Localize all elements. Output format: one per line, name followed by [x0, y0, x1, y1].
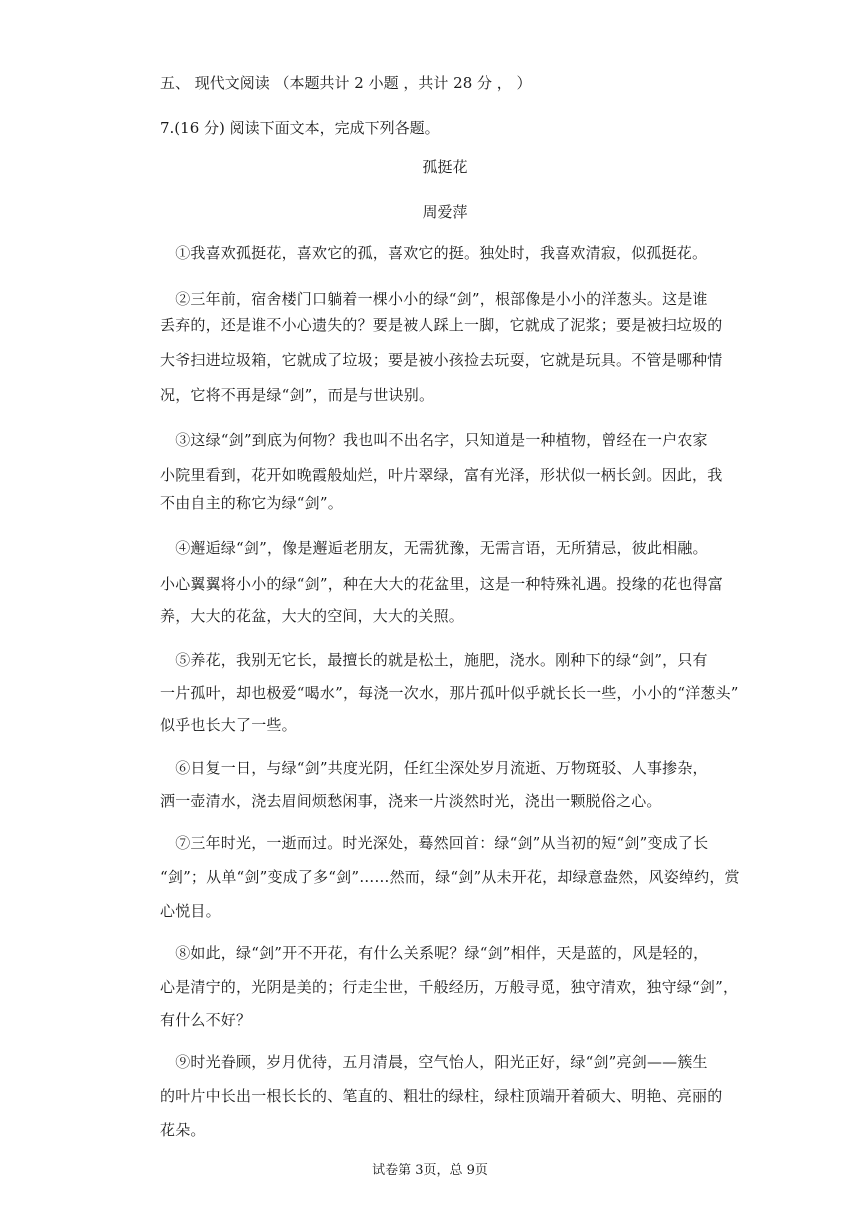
question-label: 7.(16 分) 阅读下面文本，完成下列各题。: [160, 119, 440, 137]
paragraph-line: ⑨时光眷顾，岁月优待，五月清晨，空气怡人，阳光正好，绿“剑”亮剑——簇生: [160, 1053, 708, 1071]
article-author: 周爱萍: [422, 203, 468, 221]
paragraph-line: 心悦目。: [160, 902, 221, 920]
paragraph-line: “剑”；从单“剑”变成了多“剑”……然而，绿“剑”从未开花，却绿意盎然，风姿绰约，赏: [160, 868, 740, 886]
paragraph-line: ⑤养花，我别无它长，最擅长的就是松土，施肥，浇水。刚种下的绿“剑”，只有: [160, 651, 708, 669]
paragraph-line: 小心翼翼将小小的绿“剑”，种在大大的花盆里，这是一种特殊礼遇。投缘的花也得富: [160, 575, 723, 593]
paragraph-line: ⑥日复一日，与绿“剑”共度光阴，任红尘深处岁月流逝、万物斑驳、人事掺杂，: [160, 759, 708, 777]
paragraph-line: ①我喜欢孤挺花，喜欢它的孤，喜欢它的挺。独处时，我喜欢清寂，似孤挺花。: [160, 244, 708, 262]
paragraph-line: 不由自主的称它为绿“剑”。: [160, 494, 343, 512]
section-header: 五、 现代文阅读 （本题共计 2 小题 ，共计 28 分 ， ）: [160, 74, 532, 92]
paragraph-line: 小院里看到，花开如晚霞般灿烂，叶片翠绿，富有光泽，形状似一柄长剑。因此，我: [160, 466, 723, 484]
paragraph-line: ⑧如此，绿“剑”开不开花，有什么关系呢？绿“剑”相伴，天是蓝的，风是轻的，: [160, 944, 709, 962]
paragraph-line: 心是清宁的，光阴是美的；行走尘世，千般经历，万般寻觅，独守清欢，独守绿“剑”，: [160, 978, 739, 996]
paragraph-line: ⑦三年时光，一逝而过。时光深处，蓦然回首：绿“剑”从当初的短“剑”变成了长: [160, 834, 709, 852]
paragraph-line: ②三年前，宿舍楼门口躺着一棵小小的绿“剑”，根部像是小小的洋葱头。这是谁: [160, 290, 708, 308]
paragraph-line: ③这绿“剑”到底为何物？我也叫不出名字，只知道是一种植物，曾经在一户农家: [160, 431, 708, 449]
page-footer: 试卷第 3页，总 9页: [372, 1163, 488, 1178]
paragraph-line: 丢弃的，还是谁不小心遗失的？要是被人踩上一脚，它就成了泥浆；要是被扫垃圾的: [160, 316, 723, 334]
article-title: 孤挺花: [422, 158, 468, 176]
paragraph-line: 况，它将不再是绿“剑”，而是与世诀别。: [160, 386, 435, 404]
paragraph-line: 大爷扫进垃圾箱，它就成了垃圾；要是被小孩捡去玩耍，它就是玩具。不管是哪种情: [160, 351, 723, 369]
paragraph-line: 花朵。: [160, 1121, 206, 1139]
paragraph-line: 养，大大的花盆，大大的空间，大大的关照。: [160, 607, 465, 625]
paragraph-line: 似乎也长大了一些。: [160, 716, 297, 734]
paragraph-line: ④邂逅绿“剑”，像是邂逅老朋友，无需犹豫，无需言语，无所猜忌，彼此相融。: [160, 539, 708, 557]
paragraph-line: 的叶片中长出一根长长的、笔直的、粗壮的绿柱，绿柱顶端开着硕大、明艳、亮丽的: [160, 1087, 723, 1105]
paragraph-line: 有什么不好？: [160, 1011, 252, 1029]
paragraph-line: 洒一壶清水，浇去眉间烦愁闲事，浇来一片淡然时光，浇出一颗脱俗之心。: [160, 792, 662, 810]
paragraph-line: 一片孤叶，却也极爱“喝水”，每浇一次水，那片孤叶似乎就长长一些，小小的“洋葱头”: [160, 684, 739, 702]
